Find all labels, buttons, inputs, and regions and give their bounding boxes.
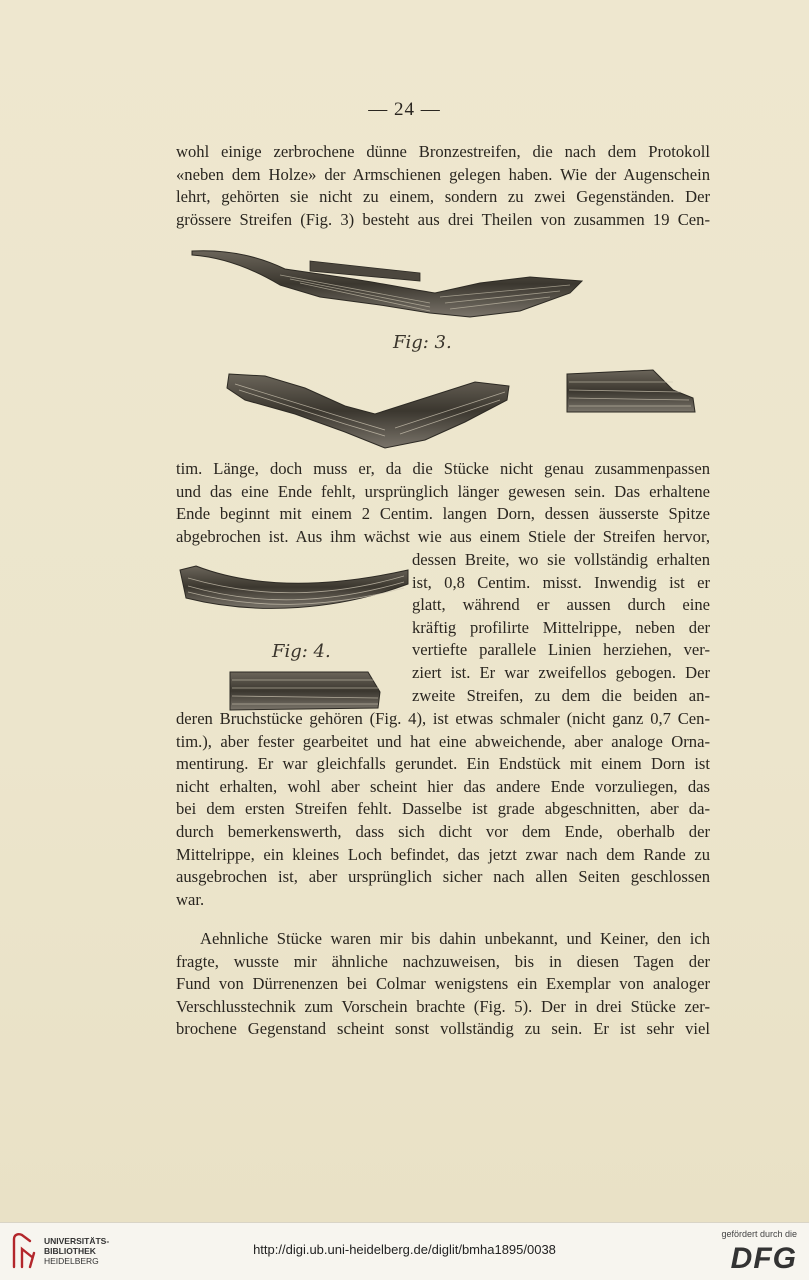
text-line: deren Bruchstücke gehören (Fig. 4), ist etwas schmaler (nicht ganz 0,7 Cen- — [176, 709, 710, 728]
text-line: Aehnliche Stücke waren mir bis dahin unbekannt, und Keiner, den ich — [200, 929, 710, 948]
text-line: mentirung. Er war gleichfalls gerundet. Ein Endstück mit einem Dorn ist — [176, 754, 710, 774]
footer-bar — [0, 1222, 809, 1280]
text-line: Ende beginnt mit einem 2 Centim. langen Dorn, dessen äusserste Spitze — [176, 504, 710, 524]
dfg-logo: DFG — [730, 1242, 797, 1275]
paragraph-4 — [176, 928, 710, 1041]
text-line: «neben dem Holze» der Armschienen gelegen haben. Wie der Augenschein — [176, 164, 710, 184]
text-line: fragte, wusste mir ähnliche nachzuweisen, bis in diesen Tagen der — [176, 951, 710, 971]
text-line: glatt, während er aussen durch eine — [412, 595, 710, 615]
page-number: — 24 — — [368, 99, 441, 120]
fig3-fragment-lower-left — [225, 370, 515, 452]
text-line: tim.), aber fester gearbeitet und hat eine abweichende, aber analoge Orna- — [176, 731, 710, 751]
dfg-funded-label: gefördert durch die — [721, 1229, 797, 1239]
text-line: brochene Gegenstand scheint sonst vollständig zu sein. Er ist sehr viel — [176, 1019, 710, 1039]
text-line: ziert ist. Er war zweifellos gebogen. Der — [412, 662, 710, 682]
library-name-line3: HEIDELBERG — [44, 1256, 99, 1266]
fig3-caption: Fig: 3. — [393, 332, 452, 353]
paragraph-2 — [176, 458, 710, 548]
library-name-line1: UNIVERSITÄTS- — [44, 1236, 110, 1246]
text-line: abgebrochen ist. Aus ihm wächst wie aus einem Stiele der Streifen hervor, — [176, 526, 710, 546]
fig4-caption: Fig: 4. — [272, 641, 331, 662]
text-line: zweite Streifen, zu dem die beiden an- — [412, 685, 710, 705]
library-name-line2: BIBLIOTHEK — [44, 1246, 96, 1256]
text-line: wohl einige zerbrochene dünne Bronzestreifen, die nach dem Protokoll — [176, 142, 710, 161]
text-line: ausgebrochen ist, aber ursprünglich sicher nach allen Seiten geschlossen — [176, 867, 710, 887]
text-line: nicht erhalten, wohl aber scheint hier das andere Ende vorzuliegen, das — [176, 776, 710, 796]
text-line: Verschlusstechnik zum Vorschein brachte (Fig. 5). Der in drei Stücke zer- — [176, 996, 710, 1016]
paragraph-3 — [176, 708, 710, 911]
text-line: dessen Breite, wo sie vollständig erhalten — [412, 550, 710, 569]
text-line: und das eine Ende fehlt, ursprünglich länger gewesen sein. Das erhaltene — [176, 481, 710, 501]
text-line: ist, 0,8 Centim. misst. Inwendig ist er — [412, 572, 710, 592]
text-line: grössere Streifen (Fig. 3) besteht aus drei Theilen von zusammen 19 Cen- — [176, 209, 710, 229]
text-line: Mittelrippe, ein kleines Loch befindet, das jetzt zwar nach dem Rande zu — [176, 844, 710, 864]
text-line: lehrt, gehörten sie nicht zu einem, sondern zu zwei Gegenständen. Der — [176, 187, 710, 207]
text-line: vertiefte parallele Linien herziehen, ver- — [412, 640, 710, 660]
text-line: kräftig profilirte Mittelrippe, neben der — [412, 617, 710, 637]
text-line: Fund von Dürrenenzen bei Colmar wenigstens ein Exemplar von analoger — [176, 974, 710, 994]
text-line: durch bemerkenswerth, dass sich dicht vor dem Ende, oberhalb der — [176, 821, 710, 841]
text-line: tim. Länge, doch muss er, da die Stücke nicht genau zusammenpassen — [176, 459, 710, 478]
paragraph-1 — [176, 141, 710, 231]
wrapped-paragraph — [412, 549, 710, 707]
fig3-fragment-upper — [190, 245, 585, 325]
fig3-fragment-lower-right — [563, 368, 698, 420]
permalink-url[interactable]: http://digi.ub.uni-heidelberg.de/diglit/bmha1895/0038 — [253, 1242, 556, 1257]
fig4-fragment-upper — [178, 562, 414, 628]
text-line: bei dem ersten Streifen fehlt. Dasselbe ist grade abgeschnitten, aber da- — [176, 799, 710, 819]
text-line: war. — [176, 889, 205, 909]
